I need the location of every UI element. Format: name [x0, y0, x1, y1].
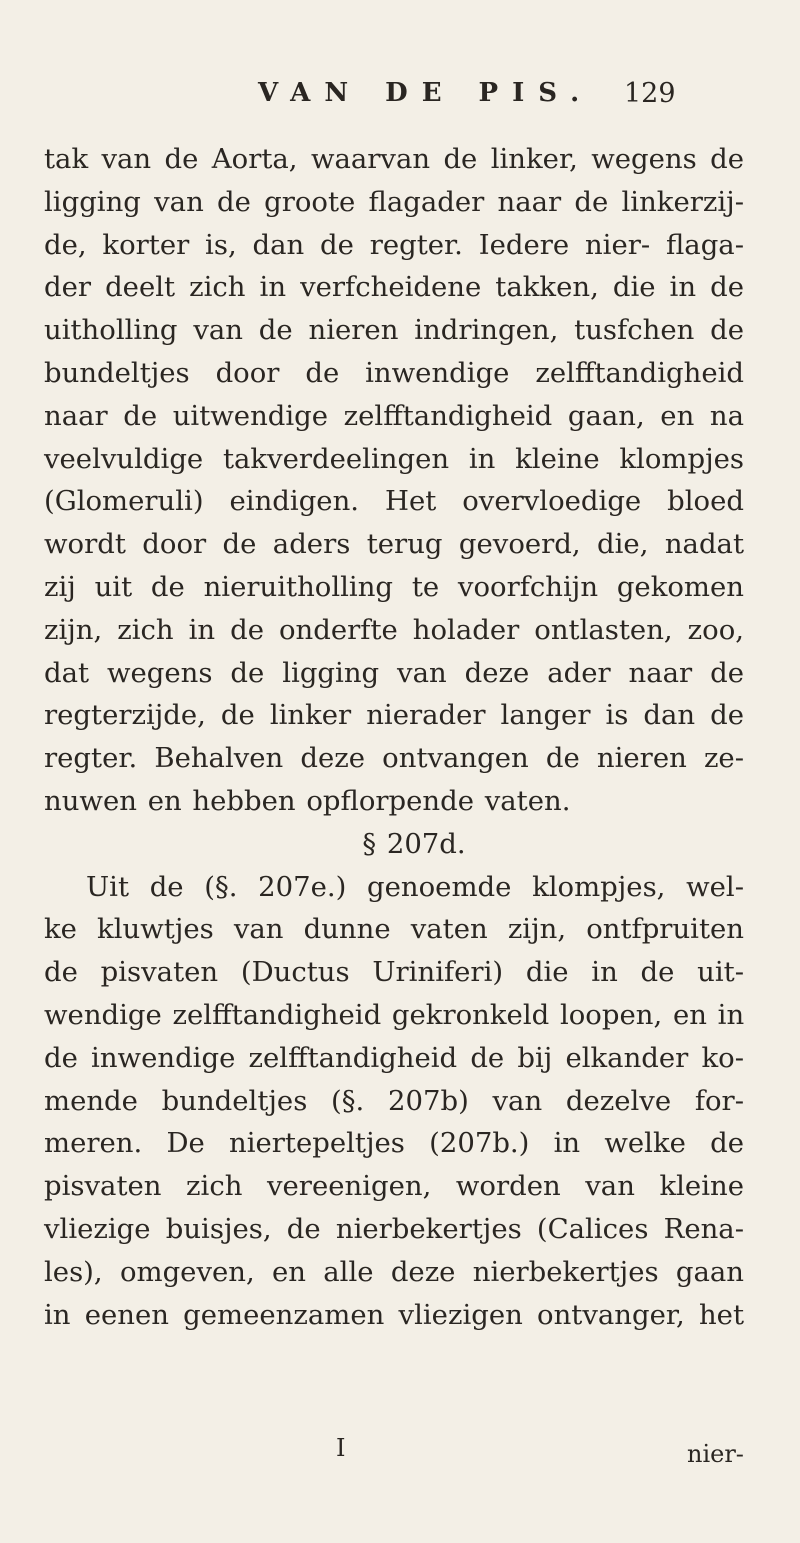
- running-title: VAN DE PIS.: [258, 78, 594, 108]
- text-line: Uit de (§. 207e.) genoemde klompjes, wel-: [86, 870, 744, 903]
- page-number: 129: [624, 78, 676, 109]
- body-text: [44, 138, 744, 1336]
- page-header: [0, 78, 800, 118]
- text-line: naar de uitwendige zelfftandigheid gaan, en na: [44, 399, 744, 432]
- text-line: les), omgeven, en alle deze nierbekertjes gaan: [44, 1255, 744, 1288]
- text-line: der deelt zich in verfcheidene takken, die in de: [44, 271, 744, 304]
- text-line: in eenen gemeenzamen vliezigen ontvanger, het: [44, 1298, 744, 1331]
- text-line: vliezige buisjes, de nierbekertjes (Calices Rena-: [44, 1212, 744, 1245]
- text-line: wendige zelfftandigheid gekronkeld loopen, en in: [44, 998, 745, 1031]
- text-line: bundeltjes door de inwendige zelfftandigheid: [44, 356, 744, 389]
- section-heading: § 207d.: [362, 827, 466, 860]
- page-footer: [0, 1434, 800, 1474]
- text-line: mende bundeltjes (§. 207b) van dezelve for-: [44, 1084, 744, 1117]
- text-line: (Glomeruli) eindigen. Het overvloedige bloed: [44, 485, 744, 518]
- text-line: uitholling van de nieren indringen, tusfchen de: [44, 314, 744, 347]
- text-line: regter. Behalven deze ontvangen de nieren ze-: [44, 742, 744, 775]
- text-line: veelvuldige takverdeelingen in kleine klompjes: [44, 442, 744, 475]
- text-line: meren. De niertepeltjes (207b.) in welke de: [44, 1127, 744, 1160]
- text-line: dat wegens de ligging van deze ader naar de: [44, 656, 744, 689]
- text-line: wordt door de aders terug gevoerd, die, nadat: [44, 528, 744, 561]
- text-line: tak van de Aorta, waarvan de linker, wegens de: [44, 143, 744, 175]
- text-line: pisvaten zich vereenigen, worden van kleine: [44, 1170, 744, 1203]
- text-line: zij uit de nieruitholling te voorfchijn gekomen: [44, 570, 744, 603]
- text-line: regterzijde, de linker nierader langer is dan de: [44, 699, 744, 732]
- text-line: de, korter is, dan de regter. Iedere nier- flaga-: [44, 228, 744, 261]
- text-line: ligging van de groote flagader naar de linkerzij-: [44, 185, 744, 218]
- text-line: ke kluwtjes van dunne vaten zijn, ontfpruiten: [44, 913, 744, 946]
- text-line: nuwen en hebben opflorpende vaten.: [44, 784, 571, 817]
- catchword: nier-: [687, 1440, 744, 1468]
- text-line: de inwendige zelfftandigheid de bij elkander ko-: [44, 1041, 744, 1074]
- text-line: zijn, zich in de onderfte holader ontlasten, zoo,: [44, 613, 744, 646]
- signature-mark: I: [336, 1434, 346, 1462]
- text-line: de pisvaten (Ductus Uriniferi) die in de uit-: [44, 956, 744, 989]
